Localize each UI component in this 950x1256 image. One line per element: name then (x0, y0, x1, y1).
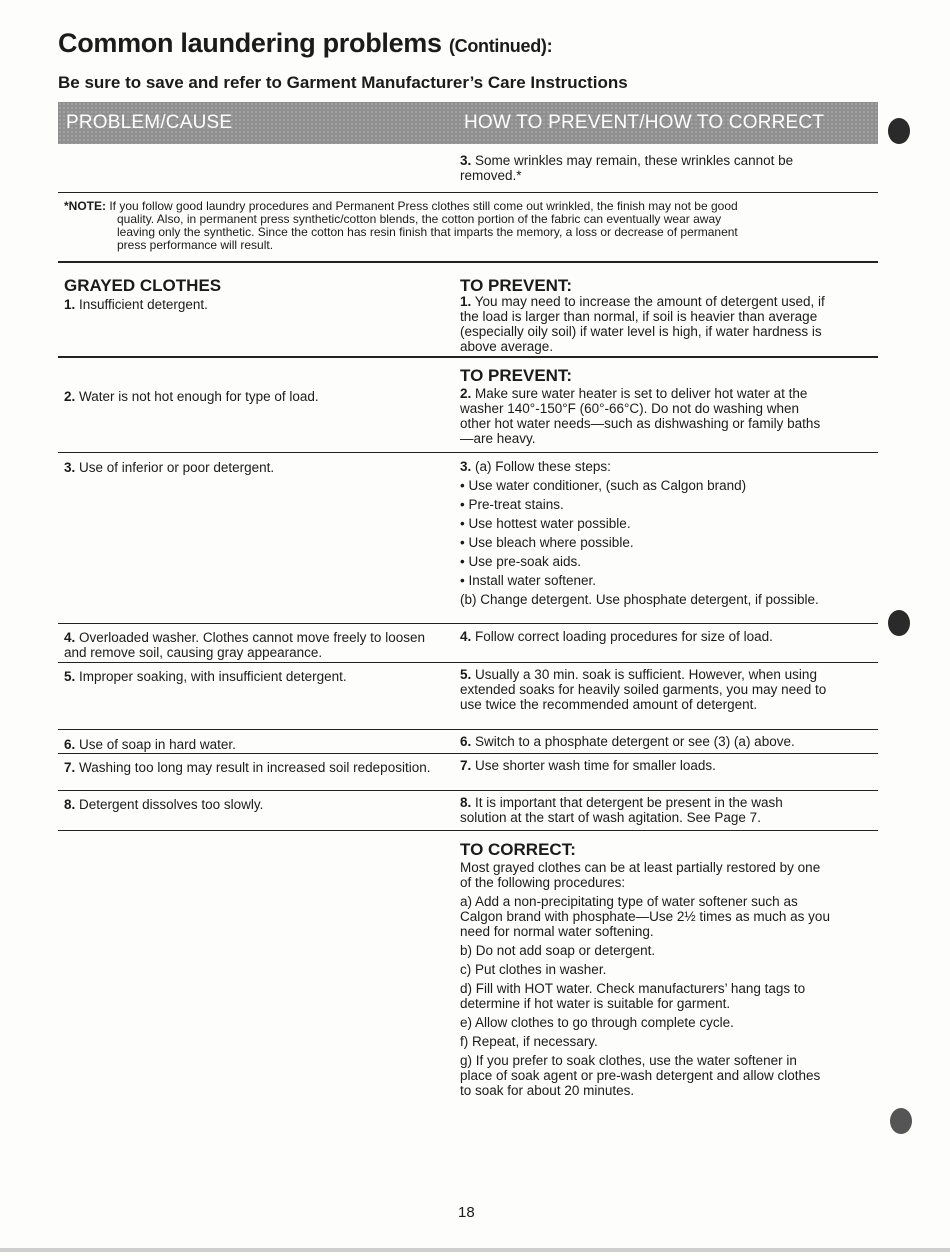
correct-step: b) Do not add soap or detergent. (460, 943, 656, 958)
binder-hole-mark (890, 1108, 912, 1134)
divider (58, 452, 878, 453)
section-heading: GRAYED CLOTHES (64, 276, 222, 295)
cause-2: 2. Water is not hot enough for type of load. (64, 389, 319, 404)
scan-edge (0, 1248, 950, 1252)
correct-heading: TO CORRECT: (460, 840, 576, 859)
fix-1: 1. You may need to increase the amount of detergent used, if the load is larger than normal, if soil is heavier than average (especially oily soil) if water level is high, if water hardness is above average. (460, 294, 825, 354)
cause-5: 5. Improper soaking, with insufficient detergent. (64, 669, 347, 684)
list-item: • Pre-treat stains. (460, 497, 830, 512)
list-item: • Use water conditioner, (such as Calgon brand) (460, 478, 830, 493)
page-title (58, 28, 552, 59)
divider (58, 356, 878, 358)
fix-3-steps (460, 478, 830, 588)
fix-4: 4. Follow correct loading procedures for size of load. (460, 629, 773, 644)
column-header-correct: HOW TO PREVENT/HOW TO CORRECT (464, 112, 825, 133)
fix-6: 6. Switch to a phosphate detergent or see (3) (a) above. (460, 734, 795, 749)
divider (58, 729, 878, 730)
note-block: *NOTE: If you follow good laundry procedures and Permanent Press clothes still come out wrinkled, the finish may not be good quality. Also, in permanent press synthetic/cotton blends, the cotton portion of the fabric can eventually wear away leaving only the synthetic. Since the cotton has resin finish that imparts the memory, a loss or decrease of permanent press performance will result. (64, 199, 738, 252)
continued-item: 3. Some wrinkles may remain, these wrinkles cannot be removed.* (460, 153, 794, 183)
fix-2: 2. Make sure water heater is set to deliver hot water at the washer 140°-150°F (60°-66°C). Do not do washing when other hot water needs—such as dishwashing or family baths—are heavy. (460, 386, 821, 446)
divider (58, 662, 878, 663)
divider (58, 753, 878, 754)
page-title-text: Common laundering problems (58, 28, 442, 58)
correct-step: a) Add a non-precipitating type of water softener such as Calgon brand with phosphate—Use 2½ times as much as you need for normal water softening. (460, 894, 830, 939)
page-title-suffix: (Continued): (448, 36, 553, 56)
correct-step: g) If you prefer to soak clothes, use the water softener in place of soak agent or pre-wash detergent and allow clothes to soak for about 20 minutes. (460, 1053, 821, 1098)
divider (58, 830, 878, 831)
prevent-heading-2: TO PREVENT: (460, 366, 573, 385)
cause-6: 6. Use of soap in hard water. (64, 737, 236, 752)
cause-7: 7. Washing too long may result in increased soil redeposition. (64, 760, 431, 775)
fix-8: 8. It is important that detergent be present in the wash solution at the start of wash agitation. See Page 7. (460, 795, 783, 825)
list-item: • Use pre-soak aids. (460, 554, 830, 569)
correct-step: c) Put clothes in washer. (460, 962, 607, 977)
column-header-problem: PROBLEM/CAUSE (66, 112, 233, 133)
cause-8: 8. Detergent dissolves too slowly. (64, 797, 264, 812)
fix-5: 5. Usually a 30 min. soak is sufficient. However, when using extended soaks for heavily soiled garments, you may need to use twice the recommended amount of detergent. (460, 667, 827, 712)
divider (58, 192, 878, 193)
binder-hole-mark (888, 610, 910, 636)
page-number: 18 (458, 1204, 475, 1221)
correct-step: d) Fill with HOT water. Check manufacturers’ hang tags to determine if hot water is suitable for garment. (460, 981, 806, 1011)
cause-1: 1. Insufficient detergent. (64, 297, 208, 312)
note-label: *NOTE: (64, 199, 106, 213)
list-item: • Use hottest water possible. (460, 516, 830, 531)
cause-4: 4. Overloaded washer. Clothes cannot move freely to loosen and remove soil, causing gray appearance. (64, 630, 425, 660)
correct-step: e) Allow clothes to go through complete cycle. (460, 1015, 734, 1030)
page-subtitle: Be sure to save and refer to Garment Manufacturer’s Care Instructions (58, 73, 628, 92)
fix-3: 3. (a) Follow these steps: • Use water conditioner, (such as Calgon brand) • Pre-treat stains. • Use hottest water possible. • Use bleach where possible. • Use pre-soak aids. • Install water softener. (b) Change detergent. Use phosphate detergent, if possible. (460, 459, 830, 611)
list-item: • Use bleach where possible. (460, 535, 830, 550)
divider (58, 623, 878, 624)
divider (58, 790, 878, 791)
cause-3: 3. Use of inferior or poor detergent. (64, 460, 275, 475)
fix-7: 7. Use shorter wash time for smaller loads. (460, 758, 716, 773)
binder-hole-mark (888, 118, 910, 144)
correct-step: f) Repeat, if necessary. (460, 1034, 598, 1049)
divider (58, 261, 878, 263)
list-item: • Install water softener. (460, 573, 830, 588)
prevent-heading-1: TO PREVENT: (460, 276, 573, 295)
correct-procedure: Most grayed clothes can be at least partially restored by one of the following procedures: a) Add a non-precipitating type of water softener such as Calgon brand with phosphate—Use 2½ times as much as you need for normal water softening. b) Do not add soap or detergent. c) Put clothes in washer. d) Fill with HOT water. Check manufacturers’ hang tags to determine if hot water is suitable for garment. e) Allow clothes to go through complete cycle. f) Repeat, if necessary. g) If you prefer to soak clothes, use the water softener in place of soak agent or pre-wash detergent and allow clothes to soak for about 20 minutes. (460, 860, 830, 1098)
fix-3-outro: (b) Change detergent. Use phosphate detergent, if possible. (460, 592, 819, 607)
